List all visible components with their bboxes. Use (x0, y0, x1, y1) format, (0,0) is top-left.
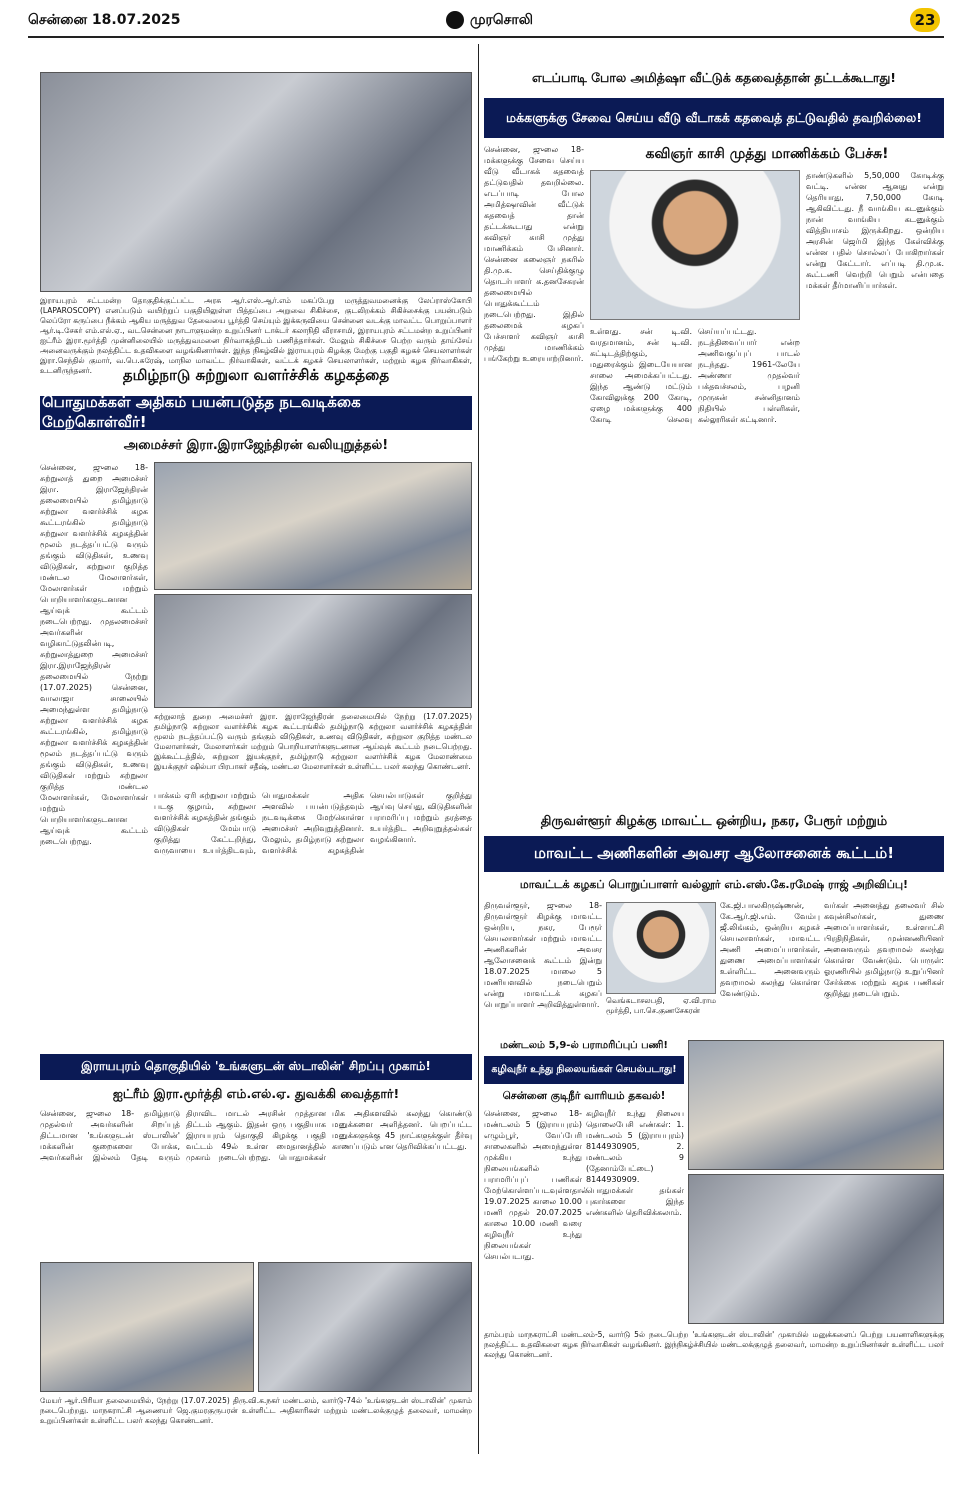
story5-headline: மாவட்ட அணிகளின் அவசர ஆலோசனைக் கூட்டம்! (484, 836, 944, 872)
story4-kicker: எடப்பாடி போல அமித்ஷா வீட்டுக் கதவைத்தான் தட்டக்கூடாது! (531, 70, 896, 85)
tourism-meeting-photo (154, 462, 472, 590)
story5-column-1: திருவள்ளூர், ஜுலை 18- திருவள்ளூர் கிழக்கு மாவட்ட ஒன்றிய, நகர, பேரூர் செயலாளர்கள் மற்றும் மாவட்ட அணிகளின் அவசர ஆலோசனைக் கூட்டம் இன்று 18.07.2025 மாலை 5 மணியளவில் நடைபெறும் என்று மாவட்டக் கழகப் பொறுப்பாளர் அறிவித்துள்ளார். (484, 901, 602, 1009)
story4-column-2: உள்ளது. சன் டி.வி. வரதமானம், சன் டி.வி. கட்டிடத்திற்கும், மதுரைக்கும் இடையேயான சாலை அமைக்கப்பட்டது. இந்த ஆண்டு மட்டும் கோவிலுக்கு 200 கோடி, ஏழை மக்களுக்கு 400 கோடி செலவு செய்யப்பட்டது. நடத்திவைப்பார் என்ற அணிவகுப்புப் பாடல் நடந்தது. 1961-லேயே அண்ணா முதல்வர் பக்தவச்சலம், பழனி முருகன் சன்னிதானம் நிதியில் பள்ளிகள், கல்லூரிகள் கட்டினார். (590, 327, 800, 424)
paper-name: முரசொலி (470, 12, 533, 28)
speaker-portrait (590, 170, 800, 320)
story6-kicker: மண்டலம் 5,9-ல் பராமரிப்புப் பணி! (500, 1040, 668, 1051)
story1-caption: இராயபுரம் சட்டமன்ற தொகுதிக்குட்பட்ட அரசு ஆர்.எஸ்.ஆர்.எம் மகப்பேறு மருத்துவமனைக்கு லேப்ராஸ்கோபி (LAPAROSCOPY) எனப்படும் வயிற்றுப் பகுதியிலுள்ள பித்தப்பை அறுவை சிகிச்சை, குடலிறக்கம் சிகிச்சைக்கு பயன்படும் லெப்ரோ கருப்பை நீக்கம் ஆகிய மருத்துவ தேவையை பூர்த்தி செய்யும் இக்கருவியை சென்னை வடக்கு மாவட்ட பொறுப்பாளர் ஆர்.டி.சேகர் எம்.எல்.ஏ., வடசென்னை நாடாளுமன்ற உறுப்பினர் டாக்டர் கலாநிதி வீராசாமி, இராயபுரம் சட்டமன்ற உறுப்பினர் ஐட்ரீம் இரா.மூர்த்தி முன்னிலையில் மருத்துவமனை நிர்வாகத்திடம் பணித்தார்கள். மேலும் சிகிச்சை பெற்ற வரும் தாய்சேய் அனைவருக்கும் நலத்திட்ட உதவிகளை வழங்கினார்கள். இந்த நிகழ்வில் இராயபுரம் கிழக்கு மேற்கு பகுதி கழகச் செயலாளர்கள் இரா.செந்தில் குமார், வ.பெ.சுரேஷ், மாநில மாவட்ட நிர்வாகிகள், வட்டக் கழகச் செயலாளர்கள், மற்றும் கழக நிர்வாகிகள், உடனிருந்தனர். (40, 296, 472, 375)
masthead-rule (28, 36, 944, 38)
story2-column-1: சென்னை, ஜுலை 18- சுற்றுலாத் துறை அமைச்சர் இரா. இராஜேந்திரன் தலைமையில் தமிழ்நாடு சுற்றுலா வளர்ச்சிக் கழக கூட்டரங்கில் தமிழ்நாடு சுற்றுலா வளர்ச்சிக் கழகத்தின் மூலம் நடத்தப்பட்டு வரும் தங்கும் விடுதிகள், உணவு விடுதிகள், சுற்றுலா குறித்த மண்டல மேலாளர்கள், மேலாளர்கள் மற்றும் பொறியாளர்களுடனான ஆய்வுக் கூட்டம் நடைபெற்றது. முதலமைச்சர் அவர்களின் வழிகாட்டுதலின்படி, சுற்றுலாத்துறை அமைச்சர் இரா.இராஜேந்திரன் தலைமையில் நேற்று (17.07.2025) சென்னை, வாலாஜா சாலையில் அமைந்துள்ள தமிழ்நாடு சுற்றுலா வளர்ச்சிக் கழக கூட்டரங்கில், தமிழ்நாடு சுற்றுலா வளர்ச்சிக் கழகத்தின் மூலம் நடத்தப்பட்டு வரும் தங்கும் விடுதிகள், உணவு விடுதிகள் மற்றும் சுற்றுலா குறித்த மண்டல மேலாளர்கள், மேலாளர்கள் மற்றும் பொறியாளர்களுடனான ஆய்வுக் கூட்டம் நடைபெற்றது. (40, 463, 148, 846)
tambaram-camp-photo (688, 1174, 944, 1324)
camp-banner-photo (688, 1040, 944, 1170)
paper-logo-icon (446, 11, 464, 29)
tourism-meeting-photo-2 (154, 594, 472, 708)
story2-body: பாக்கம் ஏரி சுற்றுலா மற்றும் படகு குழாம், சுற்றுலா வளர்ச்சிக் கழகத்தின் தங்கும் விடுதிகள் மேம்பாடு குறித்து கேட்டறிந்து, வருவாயை உயர்த்திடவும், பொதுமக்கள் அதிக அளவில் பயன்படுத்தவும் நடவடிக்கை மேற்கொள்ள அமைச்சர் அறிவுறுத்தினார். மேலும், தமிழ்நாடு சுற்றுலா வளர்ச்சிக் கழகத்தின் செயல்பாடுகள் குறித்து ஆய்வு செய்து, விடுதிகளின் பராமரிப்பு மற்றும் தரத்தை உயர்த்திட அறிவுறுத்தல்கள் வழங்கினார். (154, 791, 472, 855)
camp-photo-1 (40, 1262, 254, 1392)
story6-column-2: கழிவுநீர் உந்து நிலைய தொலைபேசி எண்கள்: 1. மண்டலம் 5 (இராயபுரம்) 8144930905, 2. மண்டலம் 9 (தேனாம்பேட்டை) 8144930909. பொதுமக்கள் தங்கள் புகார்களை இந்த எண்களில் தெரிவிக்கலாம். (586, 1109, 684, 1217)
column-divider (478, 44, 479, 1454)
story3-caption: மேயர் ஆர்.பிரியா தலைமையில், நேற்று (17.07.2025) திரு.வி.க.நகர் மண்டலம், வார்டு-74ல் 'உங்களுடன் ஸ்டாலின்' முகாம் நடைபெற்றது. மாநகராட்சி ஆணையர் ஜெ.குமரகுருபரன் உள்ளிட்ட அதிகாரிகள் மற்றும் மண்டலக்குழுத் தலைவர், மாமன்ற உறுப்பினர்கள் உள்ளிட்ட பலர் கலந்து கொண்டனர். (40, 1396, 472, 1425)
hospital-equipment-photo (40, 72, 472, 292)
story4-column-3: தாண்டுகளில் 5,50,000 கோடிக்கு வட்டி. என்ன ஆனது என்று தெரியாது, 7,50,000 கோடி ஆகிவிட்டது. நீ வாங்கிய கடனுக்கும் நான் வாங்கிய கடனுக்கும் வித்தியாசம் இருக்கிறது. ஒன்றிய அரசின் ஜெர்மி இந்த கேள்விக்கு என்ன பதில் சொல்லப் போகிறார்கள் என்று கேட்டார். எப்படி தி.மு.க. கூட்டணி வெற்றி பெறும் என்பதை மக்கள் தீர்மானிப்பார்கள். (806, 171, 944, 290)
story5-subhead: மாவட்டக் கழகப் பொறுப்பாளர் வல்லூர் எம்.எஸ்.கே.ரமேஷ் ராஜ் அறிவிப்பு! (519, 878, 909, 891)
story5-column-3: வர்கள் அனைத்து தலைவர் சில் கவுன்சிலர்கள், துணை அமைப்பாளர்கள், உள்ளாட்சி பிரதிநிதிகள், முன்னணியினர் அனைவரும் தவறாமல் கலந்து கொள்ள வேண்டும். பொருள்: ஓரணியில் தமிழ்நாடு உறுப்பினர் சேர்க்கை மற்றும் கழக பணிகள் குறித்து நடைபெறும். (824, 901, 944, 998)
camp-photo-2 (258, 1262, 472, 1392)
story2-kicker: தமிழ்நாடு சுற்றுலா வளர்ச்சிக் கழகத்தை (122, 366, 390, 384)
story4-column-1: சென்னை, ஜுலை 18- மக்களுக்கு சேவை செய்ய வீடு வீடாகக் கதவைத் தட்டுவதில் தவறில்லை. எடப்பாடி போல அமித்ஷாவின் வீட்டுக் கதவைத் தான் தட்டக்கூடாது என்று கவிஞர் காசி முத்து மாணிக்கம் பேசினார். சென்னை கலைஞர் நகரில் தி.மு.க. செய்திக்குழு தொடர்பாளர் க.தனசேகரன் தலைமையில் பொதுக்கூட்டம் நடைபெற்றது. இதில் தலைமைக் கழகப் பேச்சாளர் கவிஞர் காசி முத்து மாணிக்கம் பங்கேற்று உரையாற்றினார். (484, 145, 584, 363)
place-date: சென்னை 18.07.2025 (28, 12, 181, 28)
page-number: 23 (910, 8, 940, 32)
masthead (28, 8, 944, 34)
district-secretary-portrait (606, 902, 716, 994)
story6-caption: தாம்பரம் மாநகராட்சி மண்டலம்-5, வார்டு 5ல் நடைபெற்ற 'உங்களுடன் ஸ்டாலின்' முகாமில் மனுக்களைப் பெற்று பயனாளிகளுக்கு நலத்திட்ட உதவிகளை கழக நிர்வாகிகள் வழங்கினர். இந்நிகழ்ச்சியில் மண்டலக்குழுத் தலைவர், மாமன்ற உறுப்பினர்கள் உள்ளிட்ட பலர் கலந்து கொண்டனர். (484, 1330, 944, 1359)
story3-subhead: ஐட்ரீம் இரா.மூர்த்தி எம்.எல்.ஏ. துவக்கி வைத்தார்! (112, 1086, 400, 1101)
story2-headline: பொதுமக்கள் அதிகம் பயன்படுத்த நடவடிக்கை மேற்கொள்வீர்! (40, 396, 472, 430)
story5-kicker: திருவள்ளூர் கிழக்கு மாவட்ட ஒன்றிய, நகர, பேரூர் மற்றும் (540, 814, 888, 829)
story3-body: சென்னை, ஜுலை 18- தமிழ்நாடு முதல்வர் அவர்களின் சிறப்புத் திட்டமான 'உங்களுடன் ஸ்டாலின்' மக்களின் குறைகளை போக்க, அவர்களின் இல்லம் தேடி வரும் திராவிட மாடல் அரசின் முத்தான திட்டம் ஆகும். இதன் ஒரு பகுதியாக இராயபுரம் தொகுதி கிழக்கு பகுதி வட்டம் 49ல் உள்ள மைதானத்தில் முகாம் நடைபெற்றது. பொதுமக்கள் மிக அதிகளவில் கலந்து கொண்டு மனுக்களை அளித்தனர். பெறப்பட்ட மனுக்களுக்கு 45 நாட்களுக்குள் தீர்வு காணப்படும் என தெரிவிக்கப்பட்டது. (40, 1109, 472, 1162)
story4-headline: மக்களுக்கு சேவை செய்ய வீடு வீடாகக் கதவைத் தட்டுவதில் தவறில்லை! (484, 98, 944, 138)
story5-portrait-caption: வெங்கடாசலபதி, ஏ.வி.ராம மூர்த்தி, பா.செ.குணசேகரன் (606, 996, 716, 1015)
story6-headline: கழிவுநீர் உந்து நிலையங்கள் செயல்படாது! (484, 1056, 684, 1084)
story3-headline: இராயபுரம் தொகுதியில் 'உங்களுடன் ஸ்டாலின்' சிறப்பு முகாம்! (40, 1054, 472, 1080)
story2-subhead: அமைச்சர் இரா.இராஜேந்திரன் வலியுறுத்தல்! (123, 438, 389, 453)
story6-subhead: சென்னை குடிநீர் வாரியம் தகவல்! (502, 1090, 666, 1102)
story4-subhead: கவிஞர் காசி முத்து மாணிக்கம் பேச்சு! (645, 146, 889, 162)
story6-column-1: சென்னை, ஜுலை 18- மண்டலம் 5 (இராயபுரம்) எழும்பூர், வேப்பேரி சாலைகளில் அமைந்துள்ள முக்கிய உந்து நிலையங்களில் பராமரிப்புப் பணிகள் மேற்கொள்ளப்படவுள்ளதால் 19.07.2025 காலை 10.00 மணி முதல் 20.07.2025 காலை 10.00 மணி வரை கழிவுநீர் உந்து நிலையங்கள் செயல்படாது. (484, 1109, 588, 1261)
story2-caption: சுற்றுலாத் துறை அமைச்சர் இரா. இராஜேந்திரன் தலைமையில் நேற்று (17.07.2025) தமிழ்நாடு சுற்றுலா வளர்ச்சிக் கழக கூட்டரங்கில் தமிழ்நாடு சுற்றுலா வளர்ச்சிக் கழகத்தின் மூலம் நடத்தப்பட்டு வரும் தங்கும் விடுதிகள், உணவு விடுதிகள், சுற்றுலா குறித்த மண்டல மேலாளர்கள், மேலாளர்கள் மற்றும் பொறியாளர்களுடனான ஆய்வுக் கூட்டம் நடைபெற்றது. இக்கூட்டத்தில், சுற்றுலா இயக்குநர், தமிழ்நாடு சுற்றுலா வளர்ச்சிக் கழக மேலாண்மை இயக்குநர் ஷில்பா பிரபாகர் சதீஷ், மண்டல மேலாளர்கள் உள்ளிட்ட பலர் கலந்து கொண்டனர். (154, 712, 472, 771)
story5-column-2: கே.ஜி.பாலகிருஷ்ணன், கே.ஆர்.ஜி.எம். வேம்பு ஜீ.லிங்கம், ஒன்றிய கழகச் செயலாளர்கள், மாவட்ட அணி அமைப்பாளர்கள், துணை அமைப்பாளர்கள் உள்ளிட்ட அனைவரும் தவறாமல் கலந்து கொள்ள வேண்டும். (720, 901, 820, 998)
